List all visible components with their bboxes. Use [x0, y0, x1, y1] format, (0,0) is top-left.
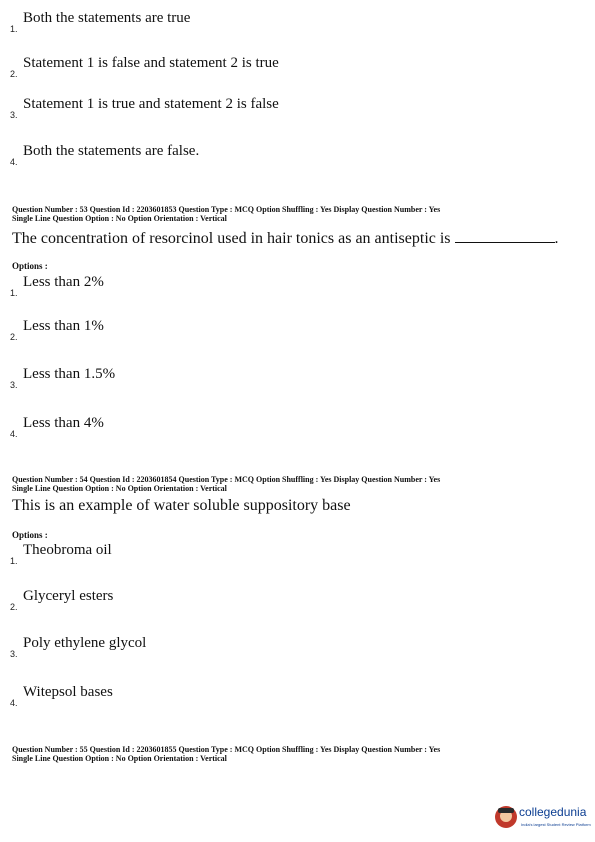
option-text: Witepsol bases: [23, 684, 113, 700]
q54-option-4: [10, 684, 570, 706]
meta-line: Single Line Question Option : No Option Orientation : Vertical: [12, 484, 227, 493]
option-text: Both the statements are false.: [23, 143, 200, 159]
option-number: 3.: [10, 380, 18, 390]
option-number: 3.: [10, 649, 18, 659]
option-number: 1.: [10, 288, 18, 298]
options-label: Options :: [12, 261, 48, 271]
question-55-meta: [12, 745, 572, 763]
logo-tagline: India's largest Student Review Platform: [521, 822, 591, 827]
question-53-text: [12, 228, 559, 248]
option-text: Statement 1 is true and statement 2 is false: [23, 96, 279, 112]
prev-option-2: [10, 55, 570, 77]
option-number: 2.: [10, 69, 18, 79]
option-text: Statement 1 is false and statement 2 is true: [23, 55, 279, 71]
option-text: Glyceryl esters: [23, 588, 114, 604]
q53-option-3: [10, 366, 570, 388]
option-number: 2.: [10, 602, 18, 612]
q54-option-2: [10, 588, 570, 610]
option-text: Less than 1.5%: [23, 366, 116, 382]
option-text: Less than 2%: [23, 274, 104, 290]
collegedunia-logo: [495, 804, 591, 834]
prev-option-1: [10, 10, 570, 32]
option-number: 4.: [10, 157, 18, 167]
option-number: 3.: [10, 110, 18, 120]
q54-option-1: [10, 542, 570, 564]
trailing-period: .: [554, 230, 559, 247]
answer-blank: [455, 228, 555, 243]
q53-option-4: [10, 415, 570, 437]
option-number: 4.: [10, 429, 18, 439]
option-text: Less than 4%: [23, 415, 104, 431]
meta-line: Single Line Question Option : No Option Orientation : Vertical: [12, 214, 227, 223]
option-text: Poly ethylene glycol: [23, 635, 147, 651]
question-54-meta: [12, 475, 572, 493]
q53-option-1: [10, 274, 570, 296]
logo-brand-text: collegedunia: [519, 805, 587, 819]
prev-option-3: [10, 96, 570, 118]
option-text: Less than 1%: [23, 318, 104, 334]
q53-option-2: [10, 318, 570, 340]
option-number: 4.: [10, 698, 18, 708]
student-mascot-icon: [495, 806, 517, 828]
prev-option-4: [10, 143, 570, 165]
meta-line: Single Line Question Option : No Option Orientation : Vertical: [12, 754, 227, 763]
question-text: The concentration of resorcinol used in hair tonics as an antiseptic is: [12, 230, 451, 247]
mascot-cap: [498, 808, 514, 813]
question-54-text: This is an example of water soluble suppository base: [12, 497, 351, 514]
meta-line: Question Number : 53 Question Id : 2203601853 Question Type : MCQ Option Shuffling : Yes Display Question Number : Yes: [12, 205, 441, 214]
option-text: Both the statements are true: [23, 10, 191, 26]
option-number: 1.: [10, 556, 18, 566]
question-53-meta: [12, 205, 572, 223]
meta-line: Question Number : 54 Question Id : 2203601854 Question Type : MCQ Option Shuffling : Yes Display Question Number : Yes: [12, 475, 441, 484]
q54-option-3: [10, 635, 570, 657]
option-number: 1.: [10, 24, 18, 34]
meta-line: Question Number : 55 Question Id : 2203601855 Question Type : MCQ Option Shuffling : Yes Display Question Number : Yes: [12, 745, 441, 754]
option-text: Theobroma oil: [23, 542, 112, 558]
options-label: Options :: [12, 530, 48, 540]
option-number: 2.: [10, 332, 18, 342]
